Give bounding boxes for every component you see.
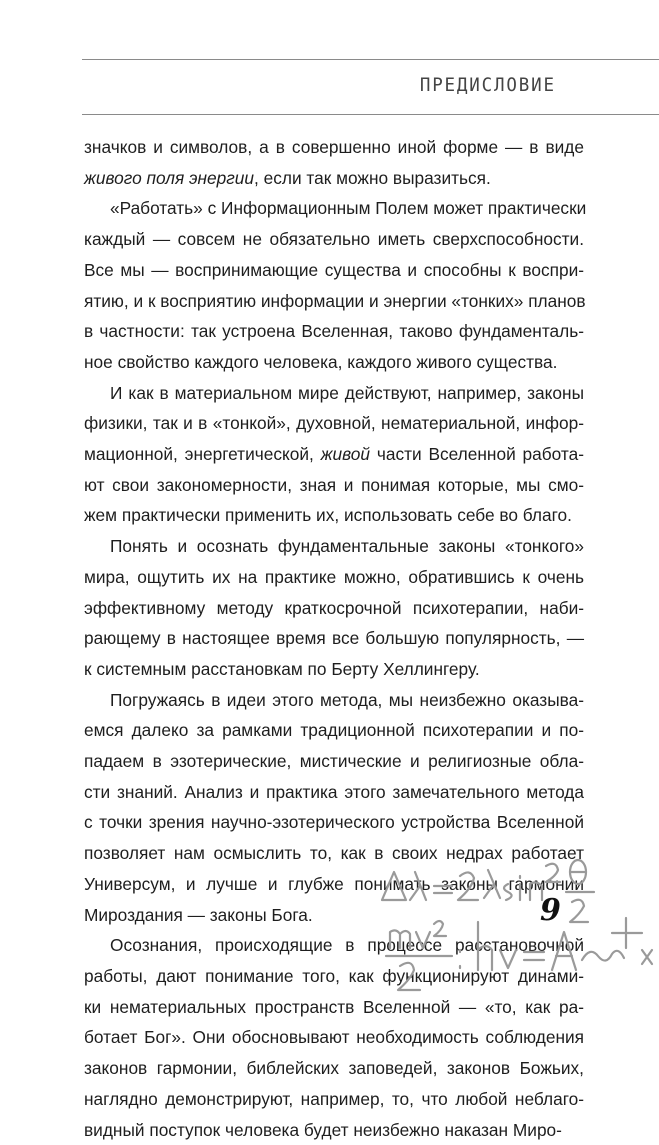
text-line [84,163,584,194]
text-line: наглядно демонстрируют, например, то, что любой неблаго- [84,1084,584,1115]
text-line: падаем в эзотерические, мистические и религиозные обла- [84,746,584,777]
text-line: Мироздания — законы Бога. [84,900,584,931]
text-line: каждый — совсем не обязательно иметь сверхспособности. [84,224,584,255]
text-line: Понять и осознать фундаментальные законы «тонкого» [84,531,584,562]
text-line: в частности: так устроена Вселенная, таково фундаменталь- [84,316,584,347]
paragraph [84,193,584,377]
text-line: позволяет нам осмыслить то, как в своих недрах работает [84,838,584,869]
text-line: с точки зрения научно-эзотерического устройства Вселенной [84,807,584,838]
text-line: сти знаний. Анализ и практика этого замечательного метода [84,777,584,808]
text-run: части Вселенной работа- [370,444,584,464]
text-line: жем практически применить их, использовать себе во благо. [84,500,584,531]
page-number: 9 [540,893,561,928]
text-line: ботает Бог». Они обосновывают необходимость соблюдения [84,1022,584,1053]
text-line: Все мы — воспринимающие существа и способны к воспри- [84,255,584,286]
text-line: эффективному методу краткосрочной психотерапии, наби- [84,593,584,624]
text-line: И как в материальном мире действуют, например, законы [84,378,584,409]
text-line: ки нематериальных пространств Вселенной — «то, как ра- [84,992,584,1023]
text-line: рающему в настоящее время все большую популярность, — [84,623,584,654]
text-line: работы, дают понимание того, как функционируют динами- [84,961,584,992]
text-line: емся далеко за рамками традиционной психотерапии и по- [84,715,584,746]
text-line: мира, ощутить их на практике можно, обратившись к очень [84,562,584,593]
text-run: мационной, энергетической, [84,444,321,464]
text-line: Универсум, и лучше и глубже понимать законы гармонии [84,869,584,900]
running-header: ПРЕДИСЛОВИЕ [420,74,556,96]
text-line: видный поступок человека будет неизбежно наказан Миро- [84,1115,584,1145]
text-line: Осознания, происходящие в процессе расстановочной [84,930,584,961]
text-line: ное свойство каждого человека, каждого живого существа. [84,347,584,378]
text-line: ятию, и к восприятию информации и энергии «тонких» планов [84,286,584,317]
header-rule [82,59,659,115]
text-run: , если так можно выразиться. [254,168,491,188]
text-line: ют свои закономерности, зная и понимая которые, мы смо- [84,470,584,501]
text-line: Погружаясь в идеи этого метода, мы неизбежно оказыва- [84,685,584,716]
italic-text: живой [321,444,370,464]
text-line: значков и символов, а в совершенно иной форме — в виде [84,132,584,163]
italic-text: живого поля энергии [84,168,254,188]
physics-formula-decoration [360,800,659,1000]
paragraph [84,132,584,193]
paragraph [84,378,584,532]
text-line: физики, так и в «тонкой», духовной, нематериальной, инфор- [84,408,584,439]
text-line: «Работать» с Информационным Полем может практически [84,193,584,224]
text-line [84,439,584,470]
text-line: законов гармонии, библейских заповедей, законов Божьих, [84,1053,584,1084]
paragraph [84,531,584,685]
text-line: к системным расстановкам по Берту Хеллингеру. [84,654,584,685]
